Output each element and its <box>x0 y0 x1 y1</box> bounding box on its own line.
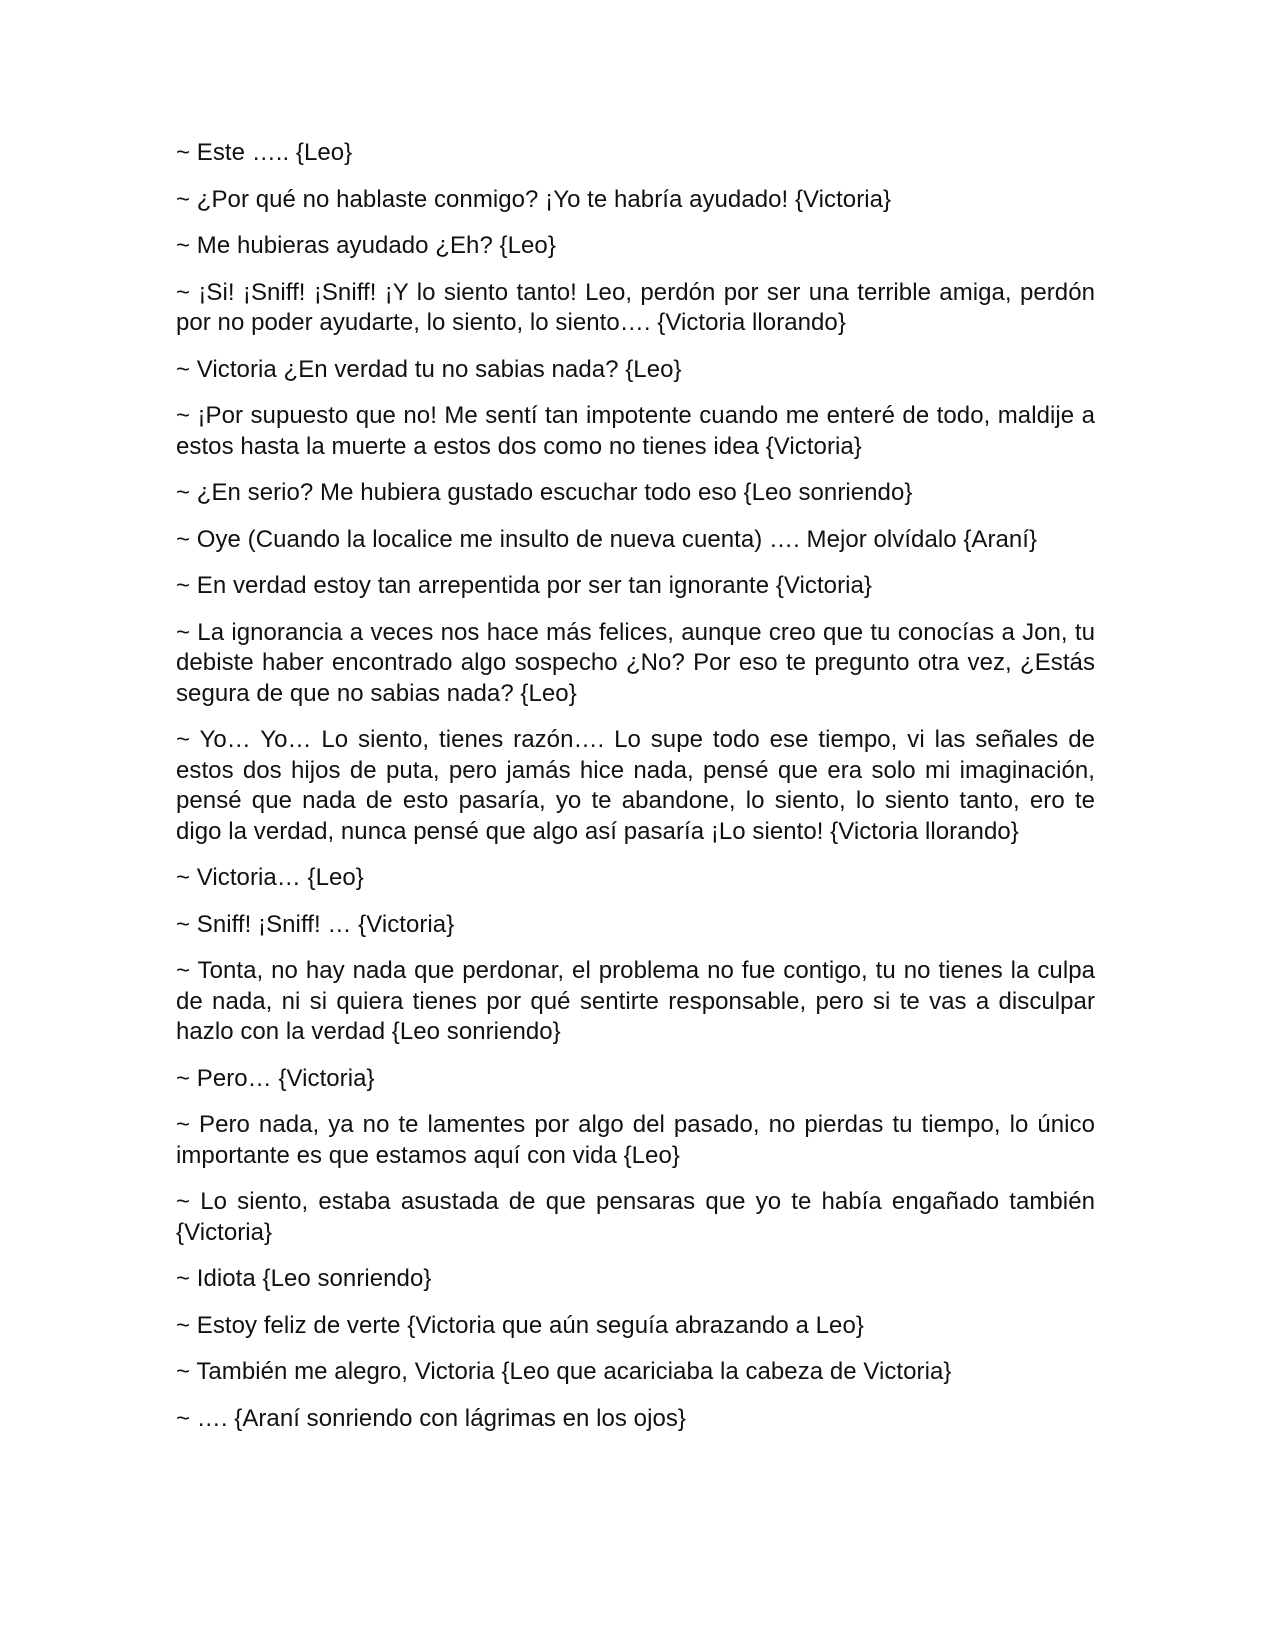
dialogue-line-11: ~ Yo… Yo… Lo siento, tienes razón…. Lo supe todo ese tiempo, vi las señales de estos dos hijos de puta, pero jamás hice nada, pensé que era solo mi imaginación, pensé que nada de esto pasaría, yo te abandone, lo siento, lo siento tanto, ero te digo la verdad, nunca pensé que algo así pasaría ¡Lo siento! {Victoria llorando} <box>176 726 1095 845</box>
dialogue-line-17: ~ Lo siento, estaba asustada de que pensaras que yo te había engañado también {Victoria} <box>176 1188 1095 1246</box>
dialogue-line-2: ~ ¿Por qué no hablaste conmigo? ¡Yo te habría ayudado! {Victoria} <box>176 185 892 213</box>
dialogue-line-13: ~ Sniff! ¡Sniff! … {Victoria} <box>176 910 455 938</box>
dialogue-line-5: ~ Victoria ¿En verdad tu no sabias nada? {Leo} <box>176 355 682 383</box>
dialogue-line-21: ~ …. {Araní sonriendo con lágrimas en los ojos} <box>176 1404 686 1432</box>
dialogue-line-20: ~ También me alegro, Victoria {Leo que acariciaba la cabeza de Victoria} <box>176 1358 952 1385</box>
dialogue-line-4: ~ ¡Si! ¡Sniff! ¡Sniff! ¡Y lo siento tanto! Leo, perdón por ser una terrible amiga, perdón por no poder ayudarte, lo siento, lo siento…. {Victoria llorando} <box>176 278 1095 336</box>
dialogue-body <box>176 138 1095 1434</box>
dialogue-line-8: ~ Oye (Cuando la localice me insulto de nueva cuenta) …. Mejor olvídalo {Araní} <box>176 525 1038 553</box>
dialogue-line-15: ~ Pero… {Victoria} <box>176 1064 375 1092</box>
dialogue-line-12: ~ Victoria… {Leo} <box>176 864 364 891</box>
dialogue-line-18: ~ Idiota {Leo sonriendo} <box>176 1265 432 1292</box>
dialogue-line-9: ~ En verdad estoy tan arrepentida por ser tan ignorante {Victoria} <box>176 572 872 599</box>
dialogue-line-7: ~ ¿En serio? Me hubiera gustado escuchar todo eso {Leo sonriendo} <box>176 479 913 506</box>
dialogue-line-19: ~ Estoy feliz de verte {Victoria que aún seguía abrazando a Leo} <box>176 1311 864 1339</box>
dialogue-line-3: ~ Me hubieras ayudado ¿Eh? {Leo} <box>176 232 556 259</box>
dialogue-line-1: ~ Este ….. {Leo} <box>176 139 353 166</box>
dialogue-line-6: ~ ¡Por supuesto que no! Me sentí tan impotente cuando me enteré de todo, maldije a estos hasta la muerte a estos dos como no tienes idea {Victoria} <box>176 402 1095 460</box>
dialogue-line-14: ~ Tonta, no hay nada que perdonar, el problema no fue contigo, tu no tienes la culpa de nada, ni si quiera tienes por qué sentirte responsable, pero si te vas a disculpar hazlo con la verdad {Leo sonriendo} <box>176 957 1095 1045</box>
dialogue-line-16: ~ Pero nada, ya no te lamentes por algo del pasado, no pierdas tu tiempo, lo único importante es que estamos aquí con vida {Leo} <box>176 1111 1095 1169</box>
dialogue-line-10: ~ La ignorancia a veces nos hace más felices, aunque creo que tu conocías a Jon, tu debiste haber encontrado algo sospecho ¿No? Por eso te pregunto otra vez, ¿Estás segura de que no sabias nada? {Leo} <box>176 618 1095 707</box>
